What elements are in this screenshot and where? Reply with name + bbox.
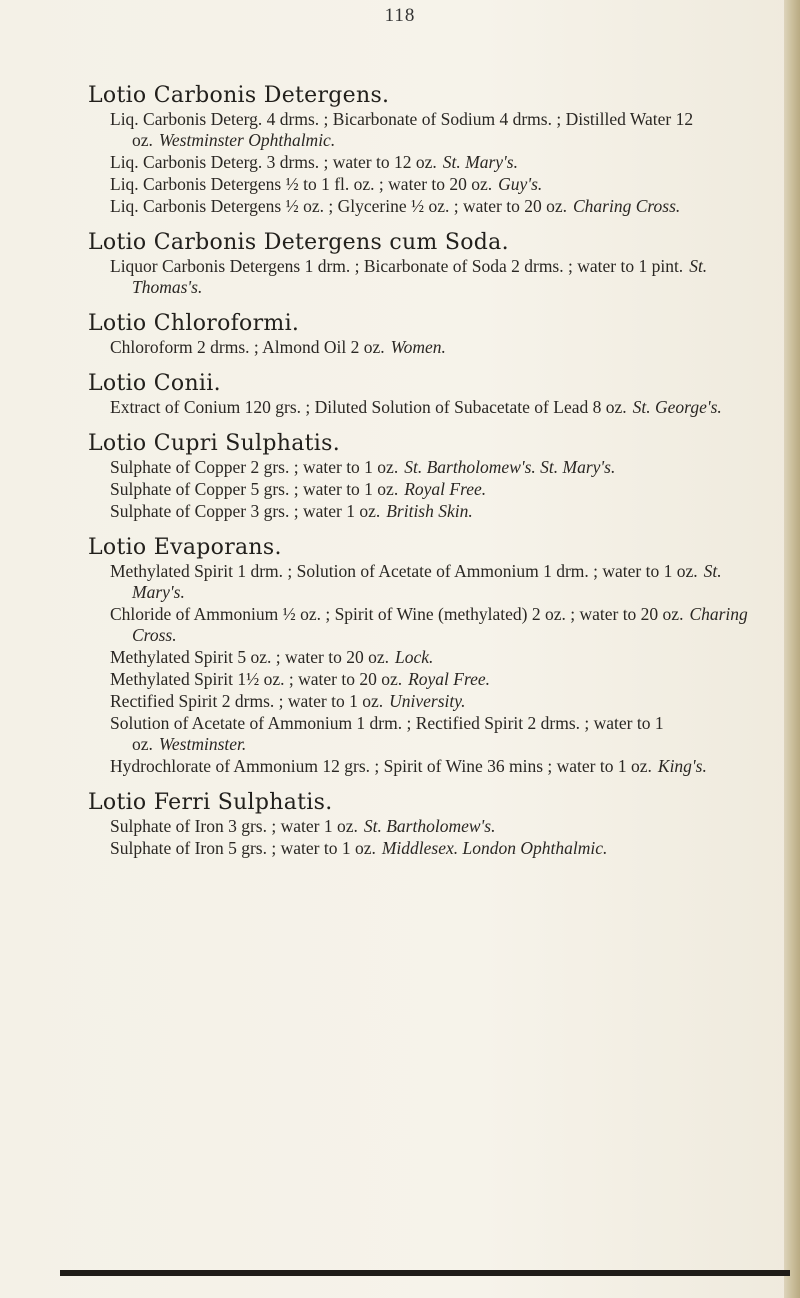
formula-section [88,310,748,358]
entry-text: Methylated Spirit 1½ oz. ; water to 20 oz. [110,669,403,689]
section-title: Lotio Chloroformi. [88,311,300,336]
formula-entry [110,713,748,755]
formula-entry [110,816,748,837]
entry-text: Methylated Spirit 5 oz. ; water to 20 oz. [110,647,389,667]
bottom-dark-edge [60,1270,790,1276]
entry-source: University. [389,691,466,711]
formula-entry [110,337,748,358]
entry-text: Sulphate of Iron 5 grs. ; water to 1 oz. [110,838,376,858]
entry-source: St. Bartholomew's. [363,816,496,836]
section-title: Lotio Cupri Sulphatis. [88,431,341,456]
entry-source: Royal Free. [404,479,487,499]
entry-source: St. Mary's. [442,152,518,172]
entry-text: Sulphate of Copper 5 grs. ; water to 1 oz. [110,479,399,499]
entry-text: Rectified Spirit 2 drms. ; water to 1 oz. [110,691,384,711]
formula-section [88,370,748,418]
formula-entry [110,397,748,418]
entry-source: St. Thomas's. [132,256,708,297]
entry-text: Hydrochlorate of Ammonium 12 grs. ; Spirit of Wine 36 mins ; water to 1 oz. [110,756,652,776]
formula-entry [110,501,748,522]
section-title: Lotio Carbonis Detergens cum Soda. [88,230,509,255]
section-title: Lotio Conii. [88,371,221,396]
formula-entry [110,691,748,712]
formula-section [88,229,748,298]
entry-source: St. George's. [632,397,722,417]
entry-source: St. Bartholomew's. St. Mary's. [404,457,616,477]
formula-entry [110,479,748,500]
entry-text: Liquor Carbonis Detergens 1 drm. ; Bicarbonate of Soda 2 drms. ; water to 1 pint. [110,256,684,276]
entry-text: Chloride of Ammonium ½ oz. ; Spirit of Wine (methylated) 2 oz. ; water to 20 oz. [110,604,684,624]
page-spine-edge [784,0,800,1298]
entry-text: Solution of Acetate of Ammonium 1 drm. ; Rectified Spirit 2 drms. ; water to 1 oz. [110,713,664,754]
entry-source: Guy's. [498,174,543,194]
entry-text: Sulphate of Copper 2 grs. ; water to 1 oz. [110,457,399,477]
entry-source: Lock. [394,647,434,667]
formula-entry [110,561,748,603]
formula-section [88,789,748,859]
entry-text: Extract of Conium 120 grs. ; Diluted Solution of Subacetate of Lead 8 oz. [110,397,627,417]
entry-source: Charing Cross. [132,604,748,645]
entry-text: Chloroform 2 drms. ; Almond Oil 2 oz. [110,337,385,357]
entry-source: Middlesex. London Ophthalmic. [381,838,608,858]
page-number: 118 [384,5,416,26]
entry-source: British Skin. [386,501,473,521]
formula-section [88,82,748,217]
section-title: Lotio Carbonis Detergens. [88,83,390,108]
entry-source: Women. [390,337,446,357]
formula-entry [110,196,748,217]
section-title: Lotio Evaporans. [88,535,282,560]
formula-entry [110,109,748,151]
formula-entry [110,669,748,690]
entry-source: St. Mary's. [132,561,722,602]
formula-entry [110,256,748,298]
formula-entry [110,152,748,173]
entry-text: Sulphate of Copper 3 grs. ; water 1 oz. [110,501,381,521]
entry-text: Liq. Carbonis Deterg. 4 drms. ; Bicarbonate of Sodium 4 drms. ; Distilled Water 12 oz. [110,109,694,150]
formula-entry [110,647,748,668]
entry-text: Methylated Spirit 1 drm. ; Solution of Acetate of Ammonium 1 drm. ; water to 1 oz. [110,561,698,581]
formula-entry [110,756,748,777]
entry-source: Charing Cross. [572,196,681,216]
formula-entry [110,174,748,195]
entry-text: Liq. Carbonis Detergens ½ to 1 fl. oz. ; water to 20 oz. [110,174,493,194]
entry-text: Liq. Carbonis Deterg. 3 drms. ; water to 12 oz. [110,152,437,172]
entry-source: Westminster Ophthalmic. [158,130,336,150]
formula-entry [110,838,748,859]
page-body [88,82,748,871]
entry-source: King's. [657,756,707,776]
formula-entry [110,604,748,646]
entry-text: Liq. Carbonis Detergens ½ oz. ; Glycerine ½ oz. ; water to 20 oz. [110,196,567,216]
formula-entry [110,457,748,478]
entry-source: Westminster. [158,734,247,754]
formula-section [88,534,748,777]
section-title: Lotio Ferri Sulphatis. [88,790,333,815]
entry-source: Royal Free. [408,669,491,689]
formula-section [88,430,748,522]
entry-text: Sulphate of Iron 3 grs. ; water 1 oz. [110,816,358,836]
